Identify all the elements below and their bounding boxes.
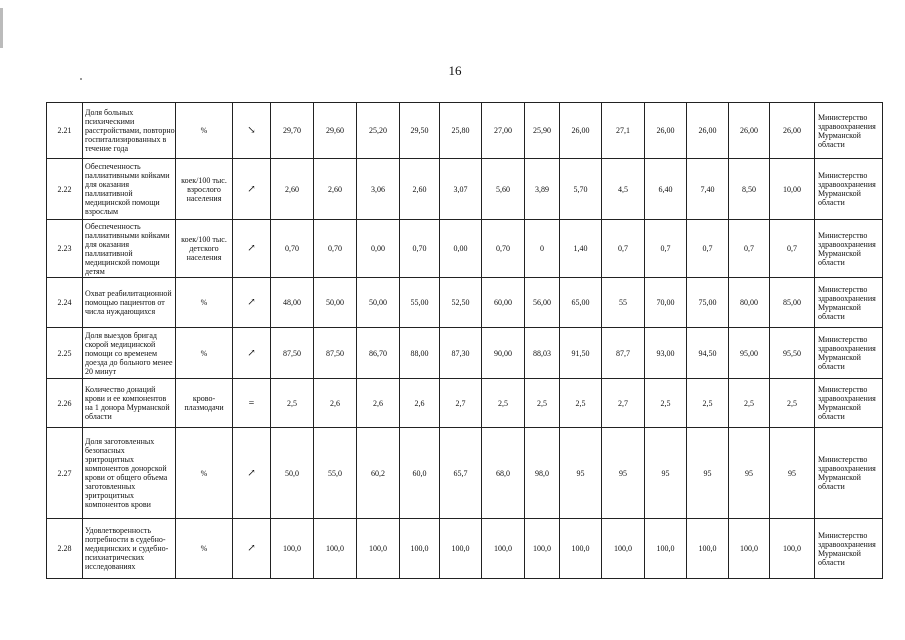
- table-row: [47, 328, 883, 379]
- value-cell: 85,00: [770, 278, 815, 328]
- value-cell: 8,50: [729, 159, 770, 220]
- indicator-name-cell: Доля выездов бригад скорой медицинской помощи со временем доезда до больного менее 20 минут: [83, 328, 176, 379]
- unit-cell: коек/100 тыс. взрослого населения: [176, 159, 233, 220]
- value-cell: 56,00: [525, 278, 560, 328]
- table-row: [47, 220, 883, 278]
- value-cell: 2,60: [400, 159, 440, 220]
- value-cell: 75,00: [687, 278, 729, 328]
- indicator-name-cell: Доля больных психическими расстройствами, повторно госпитализированных в течение года: [83, 103, 176, 159]
- value-cell: 0,7: [602, 220, 645, 278]
- value-cell: 0,00: [440, 220, 482, 278]
- trend-arrow-cell: ↗: [233, 428, 271, 519]
- table-row: [47, 519, 883, 579]
- trend-arrow-cell: ↗: [233, 519, 271, 579]
- value-cell: 60,00: [482, 278, 525, 328]
- value-cell: 0,70: [400, 220, 440, 278]
- value-cell: 95: [645, 428, 687, 519]
- trend-arrow-cell: ↗: [233, 328, 271, 379]
- value-cell: 94,50: [687, 328, 729, 379]
- trend-arrow-cell: ↗: [233, 278, 271, 328]
- value-cell: 26,00: [729, 103, 770, 159]
- value-cell: 2,5: [271, 379, 314, 428]
- value-cell: 87,50: [314, 328, 357, 379]
- value-cell: 3,89: [525, 159, 560, 220]
- value-cell: 60,2: [357, 428, 400, 519]
- value-cell: 65,00: [560, 278, 602, 328]
- value-cell: 100,0: [400, 519, 440, 579]
- row-number-cell: 2.27: [47, 428, 83, 519]
- value-cell: 100,0: [560, 519, 602, 579]
- value-cell: 87,7: [602, 328, 645, 379]
- value-cell: 26,00: [687, 103, 729, 159]
- value-cell: 5,70: [560, 159, 602, 220]
- value-cell: 50,00: [357, 278, 400, 328]
- value-cell: 50,00: [314, 278, 357, 328]
- value-cell: 25,20: [357, 103, 400, 159]
- trend-arrow-cell: ↘: [233, 103, 271, 159]
- value-cell: 100,0: [525, 519, 560, 579]
- value-cell: 100,0: [645, 519, 687, 579]
- value-cell: 0: [525, 220, 560, 278]
- responsible-ministry-cell: Министерство здравоохранения Мурманской области: [815, 328, 883, 379]
- value-cell: 0,00: [357, 220, 400, 278]
- value-cell: 100,0: [271, 519, 314, 579]
- unit-cell: %: [176, 278, 233, 328]
- value-cell: 2,6: [400, 379, 440, 428]
- responsible-ministry-cell: Министерство здравоохранения Мурманской области: [815, 428, 883, 519]
- value-cell: 95: [560, 428, 602, 519]
- trend-arrow-cell: ↗: [233, 159, 271, 220]
- value-cell: 100,0: [482, 519, 525, 579]
- row-number-cell: 2.26: [47, 379, 83, 428]
- value-cell: 5,60: [482, 159, 525, 220]
- value-cell: 91,50: [560, 328, 602, 379]
- value-cell: 2,5: [482, 379, 525, 428]
- trend-arrow-cell: =: [233, 379, 271, 428]
- value-cell: 87,50: [271, 328, 314, 379]
- value-cell: 25,90: [525, 103, 560, 159]
- row-number-cell: 2.24: [47, 278, 83, 328]
- value-cell: 98,0: [525, 428, 560, 519]
- value-cell: 100,0: [687, 519, 729, 579]
- value-cell: 27,1: [602, 103, 645, 159]
- indicator-name-cell: Охват реабилитационной помощью пациентов от числа нуждающихся: [83, 278, 176, 328]
- value-cell: 27,00: [482, 103, 525, 159]
- responsible-ministry-cell: Министерство здравоохранения Мурманской области: [815, 278, 883, 328]
- value-cell: 26,00: [560, 103, 602, 159]
- value-cell: 2,60: [314, 159, 357, 220]
- value-cell: 2,5: [525, 379, 560, 428]
- value-cell: 95: [729, 428, 770, 519]
- value-cell: 26,00: [645, 103, 687, 159]
- value-cell: 55,0: [314, 428, 357, 519]
- left-edge-mark: [0, 8, 3, 48]
- value-cell: 10,00: [770, 159, 815, 220]
- value-cell: 80,00: [729, 278, 770, 328]
- indicator-name-cell: Обеспеченность паллиативными койками для оказания паллиативной медицинской помощи детям: [83, 220, 176, 278]
- value-cell: 25,80: [440, 103, 482, 159]
- value-cell: 55: [602, 278, 645, 328]
- value-cell: 2,60: [271, 159, 314, 220]
- value-cell: 60,0: [400, 428, 440, 519]
- value-cell: 48,00: [271, 278, 314, 328]
- scan-dot: [80, 78, 82, 80]
- value-cell: 95,00: [729, 328, 770, 379]
- value-cell: 6,40: [645, 159, 687, 220]
- value-cell: 100,0: [602, 519, 645, 579]
- value-cell: 0,70: [482, 220, 525, 278]
- unit-cell: крово-плазмодачи: [176, 379, 233, 428]
- table-row: [47, 159, 883, 220]
- responsible-ministry-cell: Министерство здравоохранения Мурманской области: [815, 103, 883, 159]
- indicator-name-cell: Обеспеченность паллиативными койками для оказания паллиативной медицинской помощи взрослым: [83, 159, 176, 220]
- value-cell: 100,0: [314, 519, 357, 579]
- responsible-ministry-cell: Министерство здравоохранения Мурманской области: [815, 379, 883, 428]
- value-cell: 95: [687, 428, 729, 519]
- value-cell: 0,7: [729, 220, 770, 278]
- value-cell: 100,0: [440, 519, 482, 579]
- value-cell: 55,00: [400, 278, 440, 328]
- indicator-name-cell: Доля заготовленных безопасных эритроцитных компонентов донорской крови от общего объема заготовленных эритроцитных компонентов крови: [83, 428, 176, 519]
- row-number-cell: 2.22: [47, 159, 83, 220]
- value-cell: 4,5: [602, 159, 645, 220]
- value-cell: 86,70: [357, 328, 400, 379]
- value-cell: 70,00: [645, 278, 687, 328]
- value-cell: 3,06: [357, 159, 400, 220]
- value-cell: 52,50: [440, 278, 482, 328]
- responsible-ministry-cell: Министерство здравоохранения Мурманской области: [815, 159, 883, 220]
- table-body: [47, 103, 883, 579]
- value-cell: 2,5: [770, 379, 815, 428]
- unit-cell: %: [176, 103, 233, 159]
- row-number-cell: 2.28: [47, 519, 83, 579]
- value-cell: 2,7: [440, 379, 482, 428]
- value-cell: 29,70: [271, 103, 314, 159]
- value-cell: 0,70: [314, 220, 357, 278]
- value-cell: 0,7: [770, 220, 815, 278]
- indicator-name-cell: Удовлетворенность потребности в судебно-медицинских и судебно-психиатрических исследованиях: [83, 519, 176, 579]
- value-cell: 2,6: [357, 379, 400, 428]
- indicators-table: [46, 102, 883, 579]
- value-cell: 1,40: [560, 220, 602, 278]
- trend-arrow-cell: ↗: [233, 220, 271, 278]
- table-row: [47, 428, 883, 519]
- row-number-cell: 2.21: [47, 103, 83, 159]
- unit-cell: %: [176, 519, 233, 579]
- value-cell: 88,03: [525, 328, 560, 379]
- value-cell: 100,0: [357, 519, 400, 579]
- unit-cell: %: [176, 328, 233, 379]
- value-cell: 95: [770, 428, 815, 519]
- table-row: [47, 379, 883, 428]
- unit-cell: коек/100 тыс. детского населения: [176, 220, 233, 278]
- value-cell: 95,50: [770, 328, 815, 379]
- value-cell: 0,70: [271, 220, 314, 278]
- value-cell: 29,50: [400, 103, 440, 159]
- value-cell: 0,7: [687, 220, 729, 278]
- value-cell: 2,6: [314, 379, 357, 428]
- table-row: [47, 278, 883, 328]
- value-cell: 87,30: [440, 328, 482, 379]
- value-cell: 26,00: [770, 103, 815, 159]
- value-cell: 88,00: [400, 328, 440, 379]
- table-row: [47, 103, 883, 159]
- responsible-ministry-cell: Министерство здравоохранения Мурманской области: [815, 519, 883, 579]
- page-number: 16: [448, 63, 462, 78]
- value-cell: 0,7: [645, 220, 687, 278]
- value-cell: 90,00: [482, 328, 525, 379]
- value-cell: 100,0: [729, 519, 770, 579]
- value-cell: 100,0: [770, 519, 815, 579]
- value-cell: 65,7: [440, 428, 482, 519]
- value-cell: 7,40: [687, 159, 729, 220]
- value-cell: 50,0: [271, 428, 314, 519]
- value-cell: 2,5: [560, 379, 602, 428]
- row-number-cell: 2.25: [47, 328, 83, 379]
- value-cell: 68,0: [482, 428, 525, 519]
- indicator-name-cell: Количество донаций крови и ее компонентов на 1 донора Мурманской области: [83, 379, 176, 428]
- value-cell: 2,7: [602, 379, 645, 428]
- value-cell: 2,5: [645, 379, 687, 428]
- value-cell: 95: [602, 428, 645, 519]
- value-cell: 2,5: [687, 379, 729, 428]
- responsible-ministry-cell: Министерство здравоохранения Мурманской области: [815, 220, 883, 278]
- row-number-cell: 2.23: [47, 220, 83, 278]
- value-cell: 2,5: [729, 379, 770, 428]
- unit-cell: %: [176, 428, 233, 519]
- value-cell: 93,00: [645, 328, 687, 379]
- value-cell: 29,60: [314, 103, 357, 159]
- value-cell: 3,07: [440, 159, 482, 220]
